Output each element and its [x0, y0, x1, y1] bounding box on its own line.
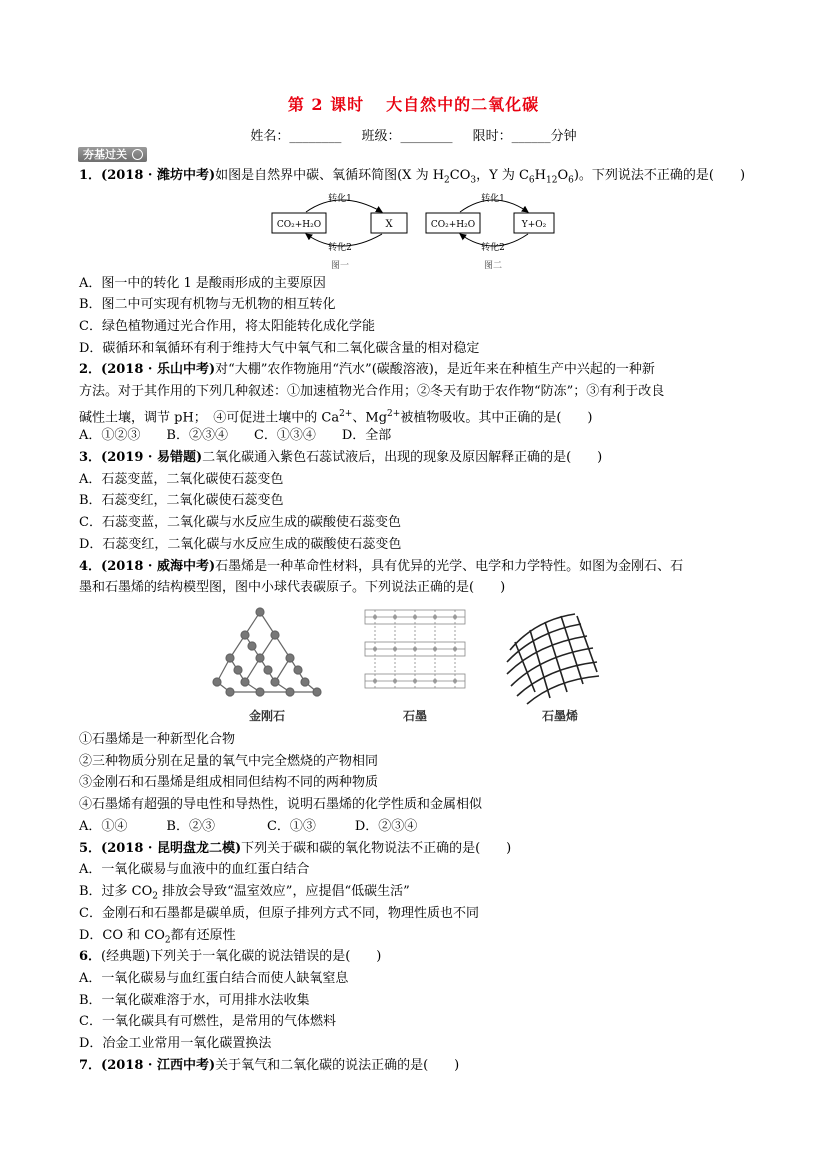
q3-option-d: D．石蕊变红，二氧化碳与水反应生成的碳酸使石蕊变色: [79, 537, 402, 552]
q7-stem: 7．(2018 · 江西中考)关于氧气和二氧化碳的说法正确的是( ): [79, 1058, 460, 1073]
fig2-top-label: 转化1: [481, 194, 505, 204]
graphite-caption: 石墨: [402, 709, 428, 723]
q6-option-d: D．冶金工业常用一氧化碳置换法: [79, 1036, 272, 1051]
lesson-title: 大自然中的二氧化碳: [386, 95, 540, 114]
q4-statement-4: ④石墨烯有超强的导电性和导热性，说明石墨烯的化学性质和金属相似: [79, 797, 483, 812]
fig1-bottom-label: 转化2: [328, 243, 352, 253]
q4-stem-line2: 墨和石墨烯的结构模型图，图中小球代表碳原子。下列说法正确的是( ): [79, 580, 506, 595]
q1-option-a: A．图一中的转化 1 是酸雨形成的主要原因: [79, 276, 326, 291]
q5-stem: 5．(2018 · 昆明盘龙二模)下列关于碳和碳的氧化物说法不正确的是( ): [79, 841, 512, 856]
q4-stem-line1: 4．(2018 · 威海中考)石墨烯是一种革命性材料，具有优异的光学、电学和力学特性。如图为金刚石、石: [79, 559, 684, 574]
q3-stem: 3．(2019 · 易错题)二氧化碳通入紫色石蕊试液后，出现的现象及原因解释正确的是( ): [79, 450, 603, 465]
q4-statement-2: ②三种物质分别在足量的氧气中完全燃烧的产物相同: [79, 754, 379, 769]
q1-option-c: C．绿色植物通过光合作用，将太阳能转化成化学能: [79, 319, 375, 334]
name-field[interactable]: 姓名：________: [250, 129, 342, 144]
fig1-top-label: 转化1: [328, 194, 352, 204]
q5-option-d: D．CO 和 $CO_2$都有还原性: [79, 928, 236, 946]
q1-option-d: D．碳循环和氧循环有利于维持大气中氧气和二氧化碳含量的相对稳定: [79, 341, 480, 356]
q5-option-c: C．金刚石和石墨都是碳单质，但原子排列方式不同，物理性质也不同: [79, 906, 479, 921]
q4-options: A．①④ B．②③ C．①③ D．②③④: [79, 819, 418, 834]
q4-statement-1: ①石墨烯是一种新型化合物: [79, 732, 236, 747]
class-field[interactable]: 班级：________: [361, 129, 453, 144]
q1-stem: 1．(2018 · 潍坊中考)如图是自然界中碳、氧循环简图(X 为 $H_2CO_3$，Y 为 $C_6H_{12}O_6$)。下列说法不正确的是( ): [79, 168, 746, 186]
q6-option-a: A．一氧化碳易与血红蛋白结合而使人缺氧窒息: [79, 971, 349, 986]
fig1-left-label: CO₂+H₂O: [276, 220, 322, 230]
student-info: [0, 125, 827, 144]
figure-one: [272, 192, 407, 271]
time-limit-field[interactable]: 限时：______分钟: [472, 129, 577, 144]
fig2-left-label: CO₂+H₂O: [430, 220, 476, 230]
q6-option-c: C．一氧化碳具有可燃性，是常用的气体燃料: [79, 1014, 336, 1029]
diamond-caption: 金刚石: [248, 709, 286, 723]
q1-option-b: B．图二中可实现有机物与无机物的相互转化: [79, 297, 336, 312]
diamond-model: [213, 608, 321, 696]
figure-two: [426, 192, 554, 271]
section-badge: 夯基过关: [78, 147, 147, 162]
fig2-right-label: Y+O₂: [521, 220, 547, 230]
q6-stem: 6．(经典题)下列关于一氧化碳的说法错误的是( ): [79, 949, 382, 964]
q5-option-a: A．一氧化碳易与血液中的血红蛋白结合: [79, 862, 310, 877]
graphene-model: [507, 614, 599, 704]
fig2-caption: 图二: [483, 261, 503, 271]
fig2-bottom-label: 转化2: [481, 243, 505, 253]
q3-option-a: A．石蕊变蓝，二氧化碳使石蕊变色: [79, 472, 284, 487]
q2-stem-line3: 碱性土壤，调节 pH； ④可促进土壤中的 $Ca^{2+}$、$Mg^{2+}$被植物吸收。其中正确的是( ): [79, 409, 593, 426]
q6-option-b: B．一氧化碳难溶于水，可用排水法收集: [79, 993, 310, 1008]
fig1-caption: 图一: [330, 261, 350, 271]
page-title: [0, 92, 827, 115]
fig1-right-label: X: [385, 219, 393, 230]
q2-options: A．①②③ B．②③④ C．①③④ D．全部: [79, 428, 392, 443]
q2-stem-line1: 2．(2018 · 乐山中考)对“大棚”农作物施用“汽水”(碳酸溶液)，是近年来在种植生产中兴起的一种新: [79, 362, 655, 377]
graphite-model: [365, 610, 465, 688]
lesson-number: 第 2 课时: [287, 95, 365, 114]
q5-option-b: B．过多 $CO_2$ 排放会导致“温室效应”，应提倡“低碳生活”: [79, 884, 410, 902]
q2-stem-line2: 方法。对于其作用的下列几种叙述：①加速植物光合作用；②冬天有助于农作物“防冻”；③有利于改良: [79, 384, 665, 399]
q4-statement-3: ③金刚石和石墨烯是组成相同但结构不同的两种物质: [79, 775, 379, 790]
carbon-structures-figure: [205, 600, 615, 725]
q3-option-c: C．石蕊变蓝，二氧化碳与水反应生成的碳酸使石蕊变色: [79, 515, 401, 530]
graphene-caption: 石墨烯: [541, 709, 579, 723]
q1-cycle-figures: [268, 186, 558, 272]
q3-option-b: B．石蕊变红，二氧化碳使石蕊变色: [79, 493, 284, 508]
